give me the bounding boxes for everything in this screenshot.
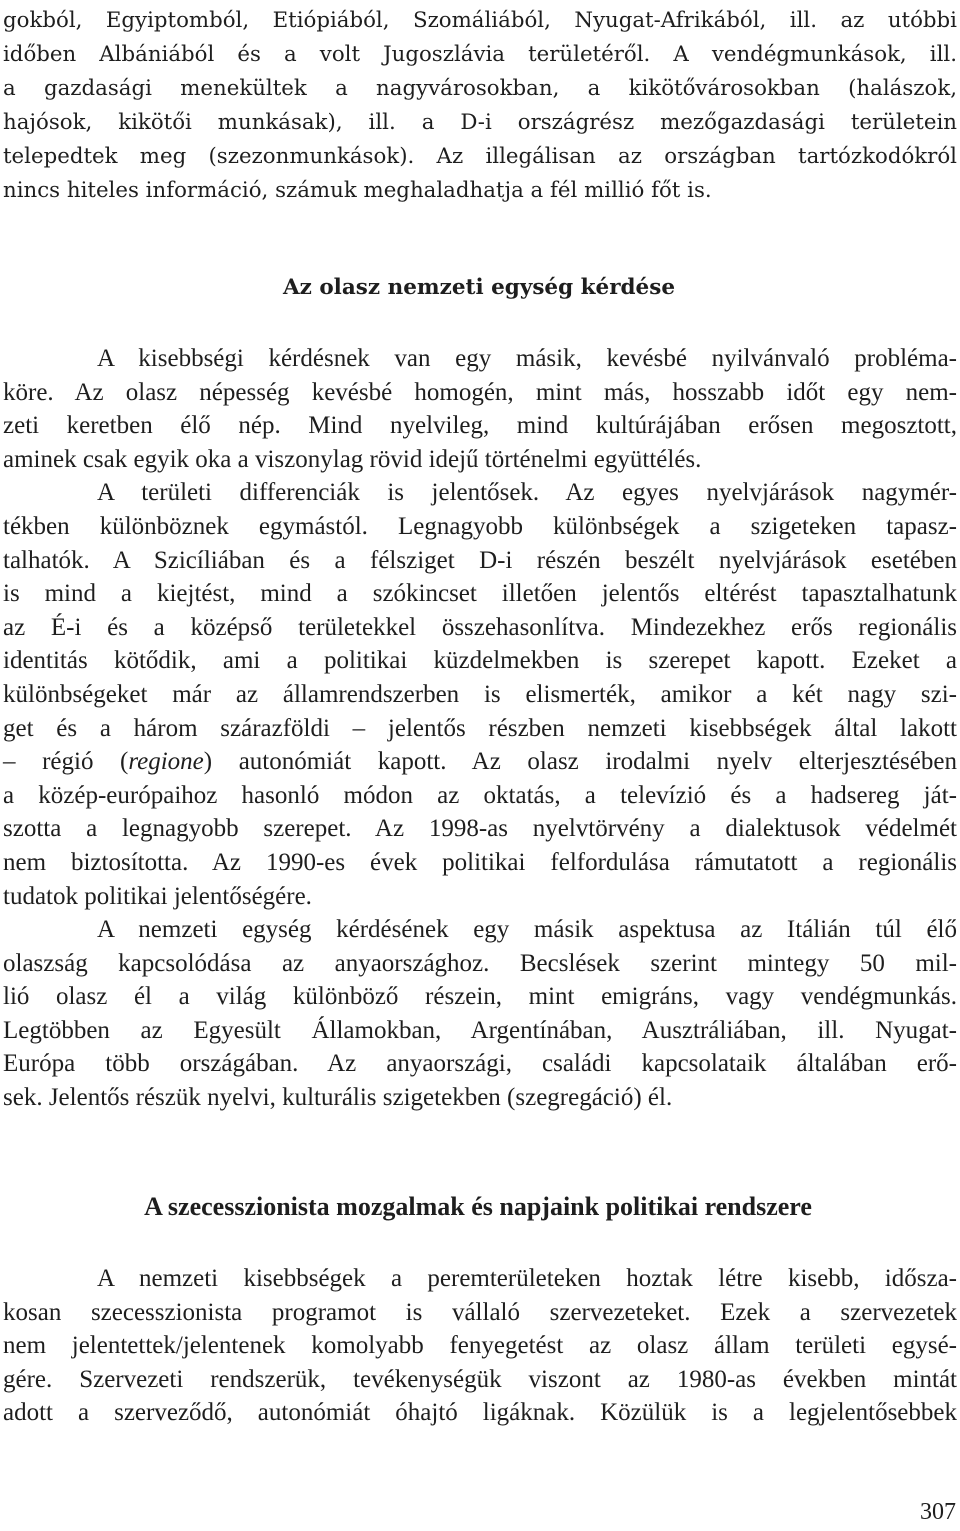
text-line: get és a három szárazföldi – jelentős részben nemzeti kisebbségek által lakott: [3, 714, 957, 742]
text-line: Legtöbben az Egyesült Államokban, Argentínában, Ausztráliában, ill. Nyugat-: [3, 1016, 957, 1044]
text-line: nem biztosította. Az 1990-es évek politikai felfordulása rámutatott a regionális: [3, 848, 957, 876]
text-line: lió olasz él a világ különböző részein, mint emigráns, vagy vendégmunkás.: [3, 983, 957, 1011]
text-line: Európa több országában. Az anyaországi, családi kapcsolataik általában erő-: [3, 1050, 957, 1078]
text-fragment: ) autonómiát kapott. Az olasz irodalmi nyelv elterjesztésében: [203, 748, 957, 776]
text-line: nem jelentettek/jelentenek komolyabb fenyegetést az olasz állam területi egysé-: [3, 1332, 957, 1360]
text-line: A nemzeti egység kérdésének egy másik aspektusa az Itálián túl élő: [97, 916, 957, 944]
text-line: tékben különböznek egymástól. Legnagyobb különbségek a szigeteken tapasz-: [3, 512, 957, 540]
text-line: a közép-európaihoz hasonló módon az oktatás, a televízió és a hadsereg ját-: [3, 781, 957, 809]
section-body-italian-unity: [3, 342, 957, 1115]
page-number: 307: [920, 1499, 956, 1525]
text-line: olaszság kapcsolódása az anyaországhoz. Becslések szerint mintegy 50 mil-: [3, 949, 957, 977]
section-heading-secessionist-movements: A szecesszionista mozgalmak és napjaink politikai rendszere: [144, 1192, 812, 1221]
text-line: identitás kötődik, ami a politikai küzdelmekben is szerepet kapott. Ezeket a: [3, 647, 957, 675]
text-line: aminek csak egyik oka a viszonylag rövid idejű történelmi együttélés.: [3, 445, 702, 473]
text-line: hajósok, kikötői munkásak), ill. a D-i országrész mezőgazdasági területein: [3, 110, 957, 135]
italic-term: regione: [128, 748, 204, 776]
text-line: A kisebbségi kérdésnek van egy másik, kevésbé nyilvánvaló problémа-: [97, 345, 957, 372]
section-body-secessionist-movements: [3, 1262, 957, 1430]
section-heading-italian-unity: Az olasz nemzeti egység kérdése: [282, 275, 676, 300]
intro-paragraph: [3, 4, 957, 208]
text-line: tudatok politikai jelentőségére.: [3, 882, 312, 910]
text-line: nincs hiteles információ, számuk meghaladhatja a fél millió főt is.: [3, 178, 712, 203]
text-line: zeti keretben élő nép. Mind nyelvileg, mind kultúrájában erősen megosztott,: [3, 412, 957, 440]
text-line: kosan szecesszionista programot is vállaló szervezeteket. Ezek a szervezetek: [3, 1298, 957, 1326]
text-line: különbségeket már az államrendszerben is elismerték, amikor a két nagy szi-: [3, 680, 957, 708]
text-line: talhatók. A Szicíliában és a félsziget D-i részén beszélt nyelvjárások esetében: [3, 546, 957, 574]
text-line: is mind a kiejtést, mind a szókincset illetően jelentős eltérést tapasztalhatunk: [3, 580, 957, 608]
text-line: sek. Jelentős részük nyelvi, kulturális szigetekben (szegregáció) él.: [3, 1084, 673, 1112]
text-line: gére. Szervezeti rendszerük, tevékenységük viszont az 1980-as években mintát: [3, 1365, 957, 1393]
text-line: időben Albániából és a volt Jugoszlávia területéről. A vendégmunkások, ill.: [3, 42, 957, 67]
text-fragment: – régió (: [3, 748, 129, 776]
text-line: az É-i és a középső területekkel összehasonlítva. Mindezekhez erős regionális: [3, 613, 957, 641]
text-line: köre. Az olasz népesség kevésbé homogén, mint más, hosszabb időt egy nem-: [3, 378, 957, 406]
text-line: telepedtek meg (szezonmunkások). Az illegálisan az országban tartózkodókról: [3, 144, 957, 169]
text-line: gokból, Egyiptomból, Etiópiából, Szomáliából, Nyugat-Afrikából, ill. az utóbbi: [3, 8, 957, 33]
text-line: A területi differenciák is jelentősek. Az egyes nyelvjárások nagymér-: [97, 479, 957, 507]
text-line: [3, 745, 957, 779]
text-line: a gazdasági menekültek a nagyvárosokban, a kikötővárosokban (halászok,: [3, 76, 957, 101]
text-line: A nemzeti kisebbségek a peremterületeken hoztak létre kisebb, időszа-: [97, 1265, 957, 1292]
text-line: adott a szerveződő, autonómiát óhajtó ligáknak. Közülük is a legjelentősebbek: [3, 1399, 957, 1427]
text-line: szotta a legnagyobb szerepet. Az 1998-as nyelvtörvény a dialektusok védelmét: [3, 815, 957, 843]
